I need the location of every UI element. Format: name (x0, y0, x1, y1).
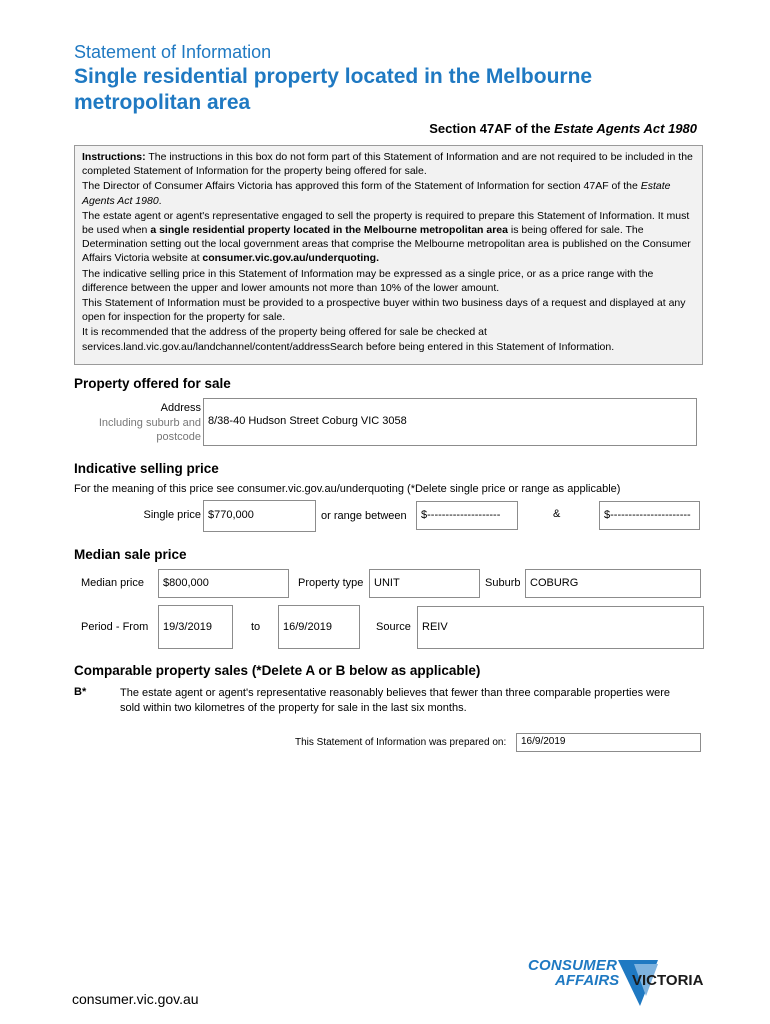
period-to-field[interactable]: 16/9/2019 (278, 605, 360, 649)
option-b-text: The estate agent or agent's representative reasonably believes that fewer than three comparable properties were sold within two kilometres of the property for sale in the last six months. (120, 687, 670, 714)
comparable-heading: Comparable property sales (*Delete A or B below as applicable) (74, 663, 481, 678)
median-price-label: Median price (81, 577, 144, 589)
prepared-on-field[interactable]: 16/9/2019 (516, 733, 701, 752)
period-from-field[interactable]: 19/3/2019 (158, 605, 233, 649)
range-amp: & (553, 508, 561, 520)
indicative-heading: Indicative selling price (74, 461, 219, 476)
property-heading: Property offered for sale (74, 376, 231, 391)
doc-title: Single residential property located in the Melbourne metropolitan area (74, 65, 593, 114)
address-label-line2: Including suburb and (98, 416, 201, 429)
instructions-p2-end: . (158, 194, 162, 207)
range-low-field[interactable]: $-------------------- (416, 501, 518, 530)
logo-consumer: CONSUMER (528, 957, 618, 974)
indicative-note: For the meaning of this price see consumer.vic.gov.au/underquoting (*Delete single price or range as applicable) (74, 483, 621, 495)
address-label (80, 401, 201, 445)
prepared-on-label: This Statement of Information was prepared on: (295, 737, 507, 748)
source-field[interactable]: REIV (417, 606, 704, 649)
address-label-line3: postcode (156, 431, 201, 443)
instructions-p2-act: Estate Agents Act 1980 (82, 180, 671, 207)
logo-victoria: VICTORIA (632, 972, 704, 989)
period-to-label: to (251, 621, 261, 633)
single-price-field[interactable]: $770,000 (203, 500, 316, 532)
range-label: or range between (321, 510, 407, 522)
property-type-label: Property type (298, 577, 364, 589)
logo-affairs: AFFAIRS (555, 972, 620, 989)
instructions-p3b: is being offered for sale. The Determination setting out the local government areas that comprise the Melbourne metropolitan area is published on the Consumer Affairs Victoria website at (82, 224, 691, 265)
instructions-p5: This Statement of Information must be provided to a prospective buyer within two business days of a request and displayed at any open for inspection for the property for sale. (82, 297, 686, 324)
section-prefix: Section 47AF of the (429, 121, 555, 136)
consumer-affairs-victoria-logo (528, 957, 704, 1007)
section-act: Estate Agents Act 1980 (554, 121, 697, 136)
instructions-p4: The indicative selling price in this Statement of Information may be expressed as a single price, or as a price range with the difference between the upper and lower amounts not more than 10% of the lower amount. (82, 267, 654, 294)
range-high-field[interactable]: $---------------------- (599, 501, 700, 530)
instructions-label: Instructions: (82, 151, 146, 163)
single-price-label: Single price (143, 509, 201, 521)
suburb-field[interactable]: COBURG (525, 569, 701, 598)
instructions-p3-bold: a single residential property located in the Melbourne metropolitan area (150, 224, 508, 237)
footer-url[interactable]: consumer.vic.gov.au (72, 991, 199, 1007)
instructions-p1: The instructions in this box do not form part of this Statement of Information and are not required to be included in the completed Statement of Information for the property being offered for sale. (82, 151, 693, 178)
section-reference (429, 121, 697, 136)
instructions-p3-url: consumer.vic.gov.au/underquoting. (202, 252, 379, 265)
instructions-p2: The Director of Consumer Affairs Victoria has approved this form of the Statement of Information for section 47AF of the (82, 180, 641, 193)
option-b-marker: B* (74, 686, 87, 698)
address-field[interactable]: 8/38-40 Hudson Street Coburg VIC 3058 (203, 398, 697, 446)
instructions-box (74, 145, 703, 365)
median-price-field[interactable]: $800,000 (158, 569, 289, 598)
period-from-label: Period - From (81, 621, 149, 633)
median-heading: Median sale price (74, 547, 187, 562)
doc-subtitle: Statement of Information (74, 42, 272, 62)
instructions-p3a: The estate agent or agent's representative engaged to sell the property is required to prepare this Statement of Information. It must be used when (82, 209, 690, 237)
property-type-field[interactable]: UNIT (369, 569, 480, 598)
source-label: Source (376, 621, 411, 633)
suburb-label: Suburb (485, 577, 521, 589)
instructions-p6: It is recommended that the address of the property being offered for sale be checked at services.land.vic.gov.au/landchannel/content/addressSearch before being entered in this Statement of Information. (82, 326, 615, 353)
address-label-line1: Address (160, 402, 201, 414)
